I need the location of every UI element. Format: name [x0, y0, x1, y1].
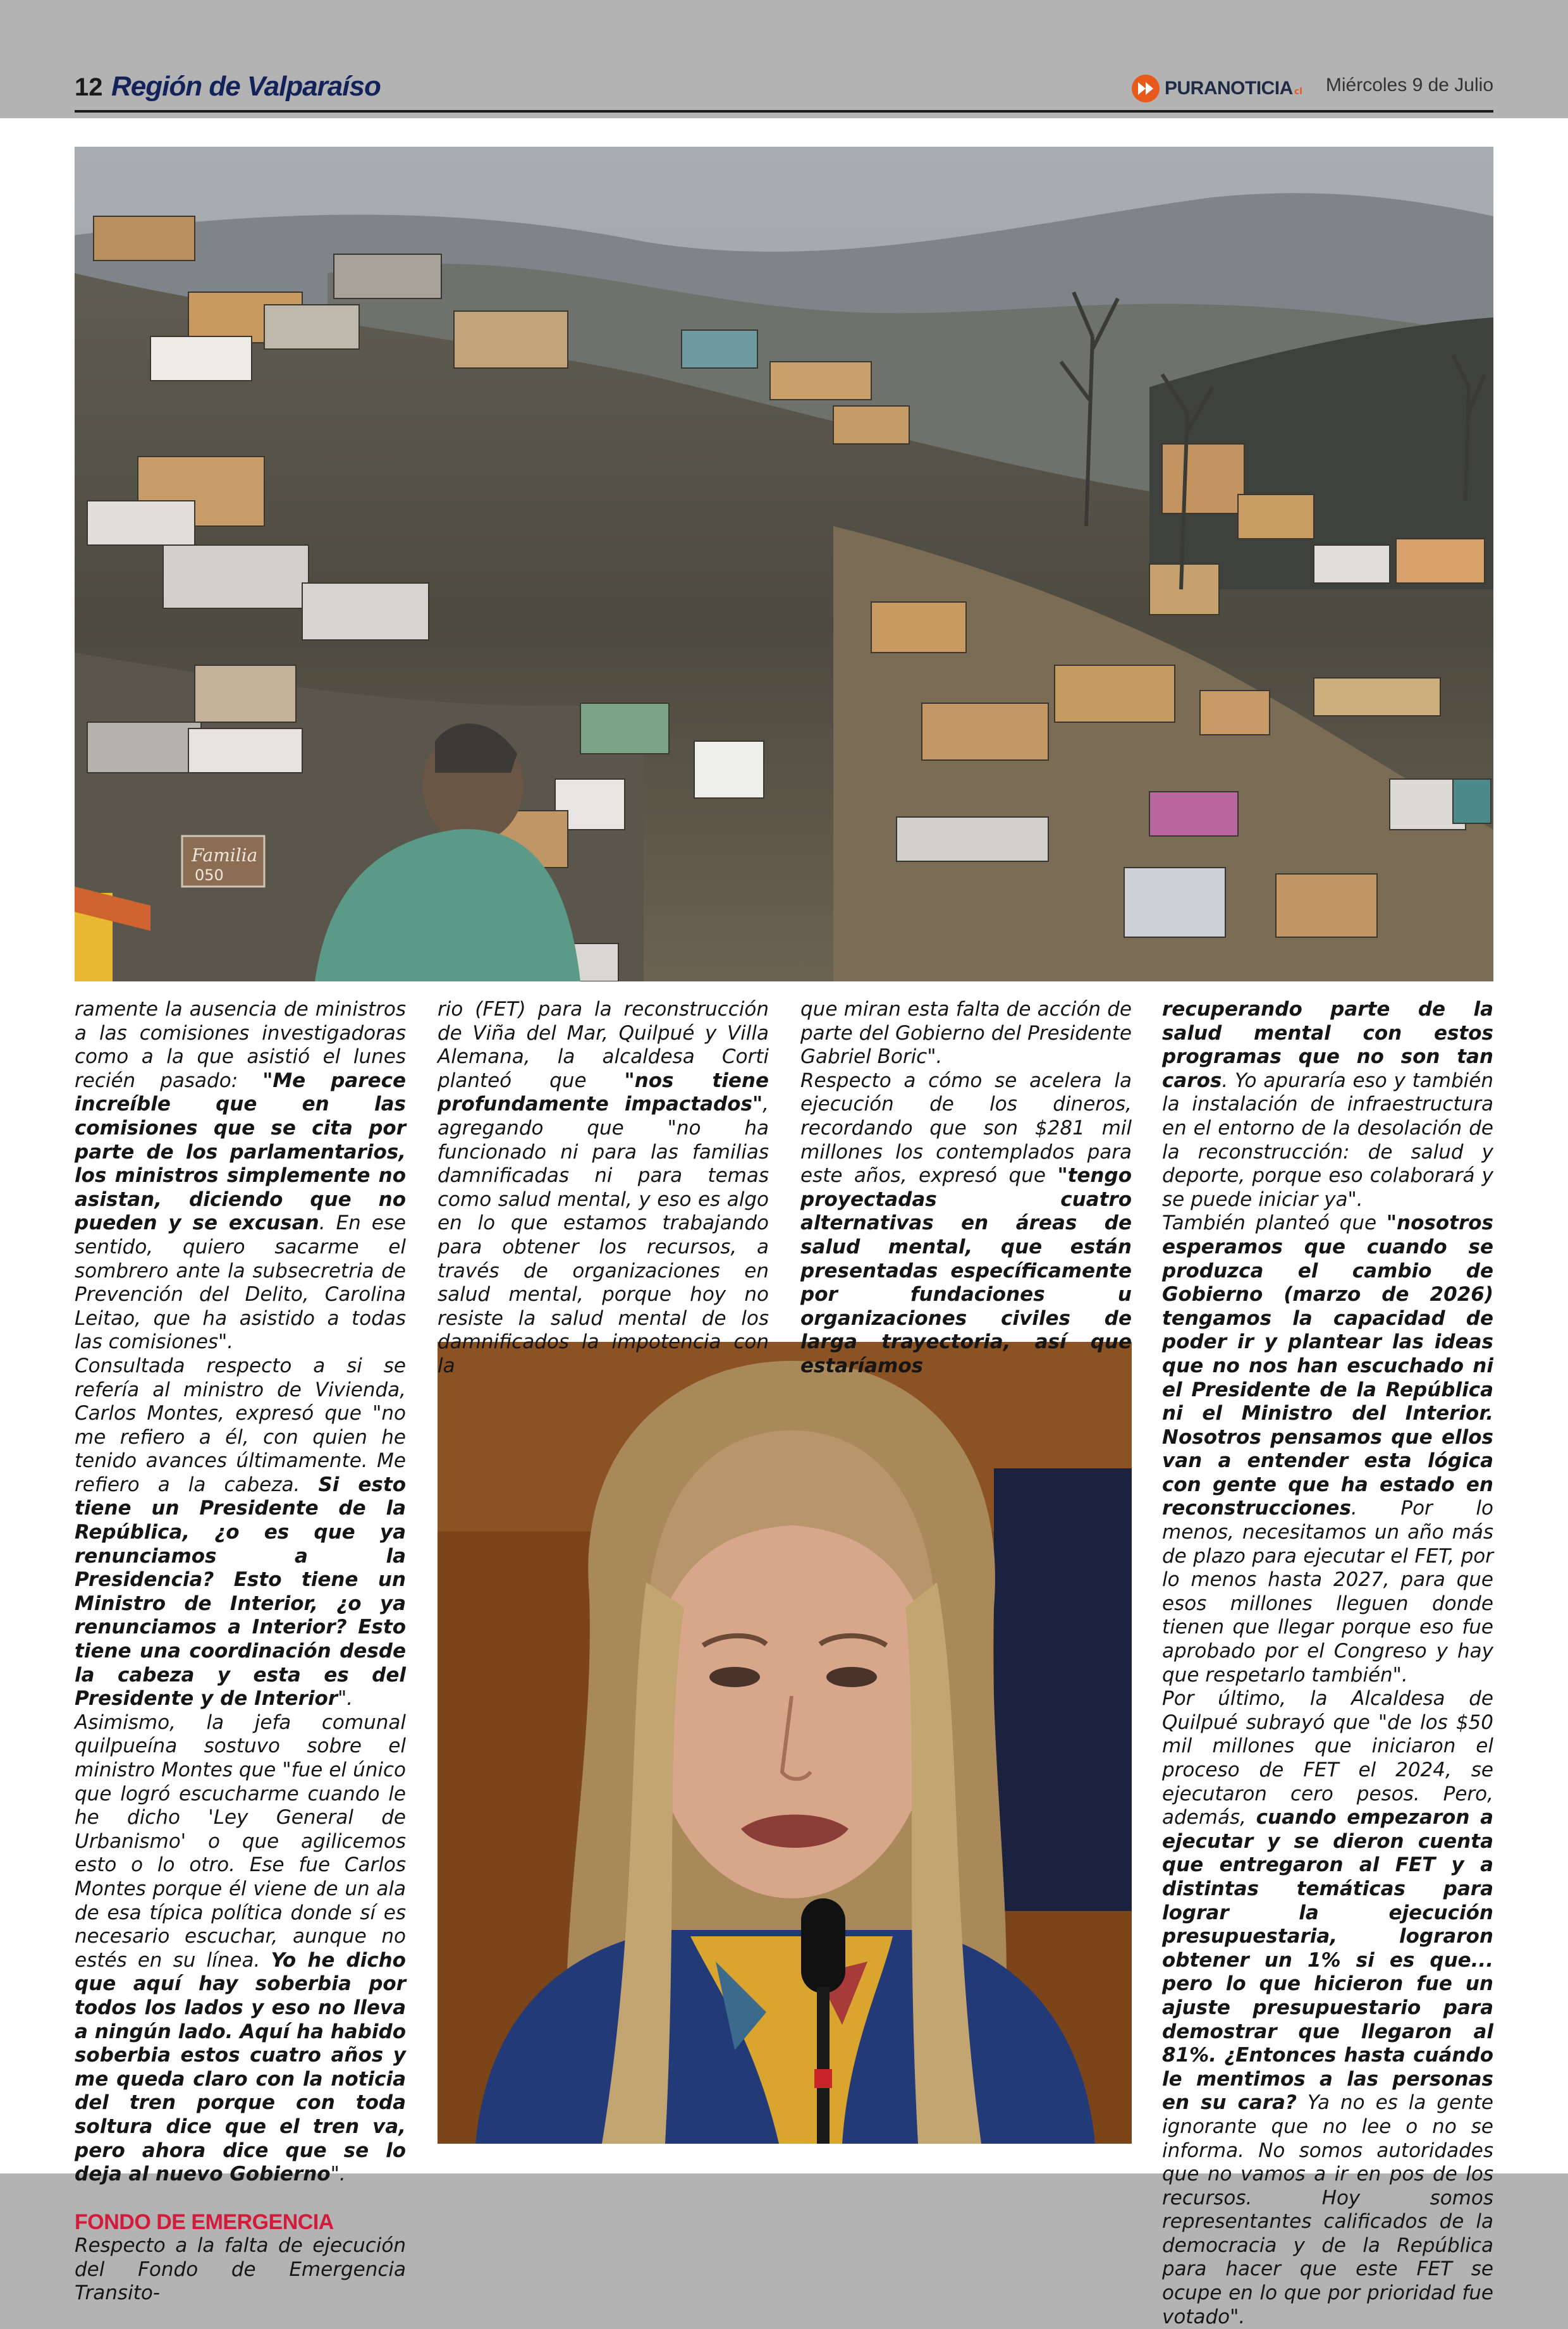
col4-p3-quote: cuando empezaron a ejecutar y se dieron cuenta que entregaron al FET y a distintas temáticas para lograr la ejecución presupuestaria, lograron obtener un 1% si es que... pero lo que hicieron fue un ajuste presupuestario para demostrar que llegaron al 81%. ¿Entonces hasta cuándo le mentimos a las personas en su cara?	[1162, 1806, 1493, 2115]
col1-p1-quote: "Me parece increíble que en las comisiones que se cita por parte de los parlamentarios, los ministros simplemente no asistan, diciendo que no pueden y se excusan	[75, 1069, 407, 1235]
col4-paragraph-2	[1162, 1212, 1493, 1687]
col1-p3-quote: Yo he dicho que aquí hay soberbia por todos los lados y eso no lleva a ningún lado. Aquí ha habido soberbia estos cuatro años y me queda claro con la noticia del tren porque con toda soltura dice que el tren va, pero ahora dice que se lo deja al nuevo Gobierno	[75, 1948, 406, 2186]
col4-p3-text-end: Ya no es la gente ignorante que no lee o no se informa. No somos autoridades que no vamos a ir en pos de los recursos. Hoy somos representantes calificados de la democracia y de la República para hacer que este FET se ocupe en lo que por prioridad fue votado".	[1162, 2091, 1493, 2328]
article-column-3	[800, 998, 1132, 1379]
header-rule	[75, 110, 1493, 113]
col1-p2-text: Consultada respecto a si se refería al ministro de Vivienda, Carlos Montes, expresó que "no me refiero a él, con quien he tenido avances últimamente. Me refiero a la cabeza.	[75, 1354, 406, 1496]
col1-paragraph-3	[75, 1711, 406, 2187]
brand-logo	[1132, 73, 1302, 104]
col1-p1-text: ramente la ausencia de ministros a las comisiones investigadoras como a la que asistió el lunes recién pasado:	[75, 998, 406, 1092]
article-column-4	[1162, 998, 1493, 2329]
hillside-reconstruction-photo	[75, 147, 1493, 981]
brand-suffix: cl	[1294, 87, 1302, 97]
family-sign-number: 050	[195, 866, 224, 884]
family-sign-text: Familia	[192, 845, 258, 866]
col3-paragraph-2	[800, 1069, 1132, 1379]
article-column-2	[438, 998, 769, 1379]
col3-p2-text: Respecto a cómo se acelera la ejecución de los dineros, recordando que son $281 mil millones los contemplados para este años, expresó que	[800, 1069, 1132, 1188]
col2-p1-text-end: , agregando que "no ha funcionado ni para las familias damnificadas ni para temas como salud mental, y eso es algo en lo que estamos trabajando para obtener los recursos, a través de organizaciones en salud mental, porque hoy no resiste la salud mental de los damnificados la impotencia con la	[438, 1093, 769, 1377]
col4-paragraph-3	[1162, 1687, 1493, 2329]
col3-p2-quote: "tengo proyectadas cuatro alternativas en áreas de salud mental, que están presentadas específicamente por fundaciones u organizaciones civiles de larga trayectoria, así que estaríamos	[800, 1164, 1132, 1377]
brand-name: PURANOTICIA	[1165, 78, 1293, 99]
col4-paragraph-1	[1162, 998, 1493, 1212]
col4-p1-quote: recuperando parte de la salud mental con estos programas que no son tan caros	[1162, 998, 1493, 1092]
col1-paragraph-2	[75, 1355, 406, 1711]
col4-p3-text: Por último, la Alcaldesa de Quilpué subrayó que "de los $50 mil millones que iniciaron el proceso de FET el 2024, se ejecutaron cero pesos. Pero, además,	[1162, 1687, 1493, 1829]
col4-p2-text-end: . Por lo menos, necesitamos un año más de plazo para ejecutar el FET, por lo menos hasta 2027, para que esos millones lleguen donde tienen que llegar porque eso fue aprobado por el Congreso y hay que respetarlo también".	[1162, 1497, 1493, 1687]
mayor-portrait-photo	[438, 1342, 1132, 2144]
col1-paragraph-1	[75, 998, 406, 1355]
col4-p1-text: . Yo apuraría eso y también la instalación de infraestructura en el entorno de la desolación de la reconstrucción: de salud y deporte, porque eso colaborará y se puede iniciar ya".	[1162, 1069, 1493, 1211]
subhead-fondo-de-emergencia: FONDO DE EMERGENCIA	[75, 2209, 334, 2234]
col1-p3-text-end: ".	[330, 2163, 346, 2186]
col3-paragraph-1: que miran esta falta de acción de parte del Gobierno del Presidente Gabriel Boric".	[800, 998, 1132, 1069]
section-title: Región de Valparaíso	[111, 71, 381, 102]
play-arrows-icon	[1132, 75, 1160, 102]
col4-p2-quote: "nosotros esperamos que cuando se produzca el cambio de Gobierno (marzo de 2026) tengamos la capacidad de poder ir y plantear las ideas que no nos han escuchado ni el Presidente de la República ni el Ministro del Interior. Nosotros pensamos que ellos van a entender esta lógica con gente que ha estado en reconstrucciones	[1162, 1212, 1493, 1520]
article-column-1	[75, 998, 406, 2306]
col1-p2-text-end: ".	[338, 1687, 353, 1711]
issue-date: Miércoles 9 de Julio	[1325, 75, 1493, 95]
col1-p1-text-end: . En ese sentido, quiero sacarme el sombrero ante la subsecretria de Prevención del Delito, Carolina Leitao, que ha asistido a todas las comisiones".	[75, 1212, 407, 1354]
col2-paragraph-1	[438, 998, 769, 1379]
col2-p1-text: rio (FET) para la reconstrucción de Viña del Mar, Quilpué y Villa Alemana, la alcaldesa Corti planteó que	[438, 998, 769, 1092]
page-number: 12	[75, 73, 103, 101]
col4-p2-text: También planteó que	[1162, 1212, 1387, 1235]
col1-paragraph-4: Respecto a la falta de ejecución del Fondo de Emergencia Transito-	[75, 2234, 406, 2305]
col1-p3-text: Asimismo, la jefa comunal quilpueína sostuvo sobre el ministro Montes que "fue el único que logró escucharme cuando le he dicho 'Ley General de Urbanismo' o que agilicemos esto o lo otro. Ese fue Carlos Montes porque él viene de un ala de esa típica política donde sí es necesario escuchar, aunque no estés en su línea.	[75, 1711, 406, 1972]
col1-p2-quote: Si esto tiene un Presidente de la República, ¿o es que ya renunciamos a la Presidencia? Esto tiene un Ministro de Interior, ¿o ya renunciamos a Interior? Esto tiene una coordinación desde la cabeza y esta es del Presidente y de Interior	[75, 1473, 406, 1711]
col2-p1-quote: "nos tiene profundamente impactados"	[438, 1069, 769, 1116]
